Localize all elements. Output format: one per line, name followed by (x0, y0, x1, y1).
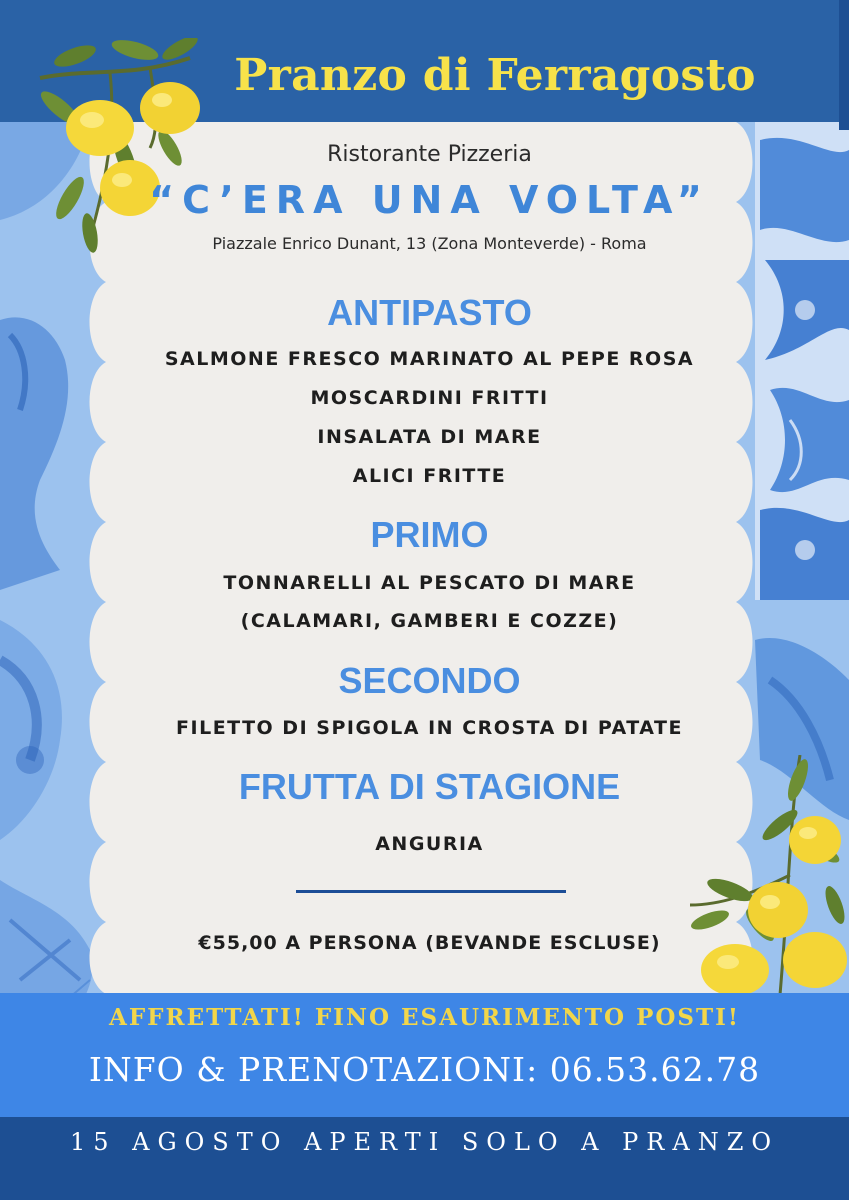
menu-item: SALMONE FRESCO MARINATO AL PEPE ROSA (164, 348, 695, 370)
poster-title: Pranzo di Ferragosto (234, 50, 756, 101)
booking-phone: INFO & PRENOTAZIONI: 06.53.62.78 (88, 1050, 761, 1089)
section-heading-secondo: SECONDO (338, 660, 521, 701)
header-band-edge (839, 0, 849, 130)
footer-note: 15 AGOSTO APERTI SOLO A PRANZO (69, 1128, 780, 1156)
menu-item: INSALATA DI MARE (317, 426, 542, 448)
price-line: €55,00 A PERSONA (BEVANDE ESCLUSE) (198, 932, 661, 954)
divider (296, 890, 566, 893)
menu-item: MOSCARDINI FRITTI (310, 387, 549, 409)
section-heading-antipasto: ANTIPASTO (327, 292, 532, 333)
availability-notice: AFFRETTATI! FINO ESAURIMENTO POSTI! (108, 1004, 741, 1031)
menu-item: FILETTO DI SPIGOLA IN CROSTA DI PATATE (176, 717, 683, 739)
menu-item: ALICI FRITTE (352, 465, 507, 487)
menu-item: TONNARELLI AL PESCATO DI MARE (223, 572, 636, 594)
menu-item: (CALAMARI, GAMBERI E COZZE) (240, 610, 619, 632)
section-heading-primo: PRIMO (370, 514, 489, 555)
section-heading-frutta: FRUTTA DI STAGIONE (238, 766, 621, 807)
venue-type: Ristorante Pizzeria (327, 142, 532, 167)
venue-address: Piazzale Enrico Dunant, 13 (Zona Monteverde) - Roma (212, 234, 647, 253)
menu-item: ANGURIA (375, 833, 484, 855)
venue-name: “C’ERA UNA VOLTA” (149, 178, 710, 222)
